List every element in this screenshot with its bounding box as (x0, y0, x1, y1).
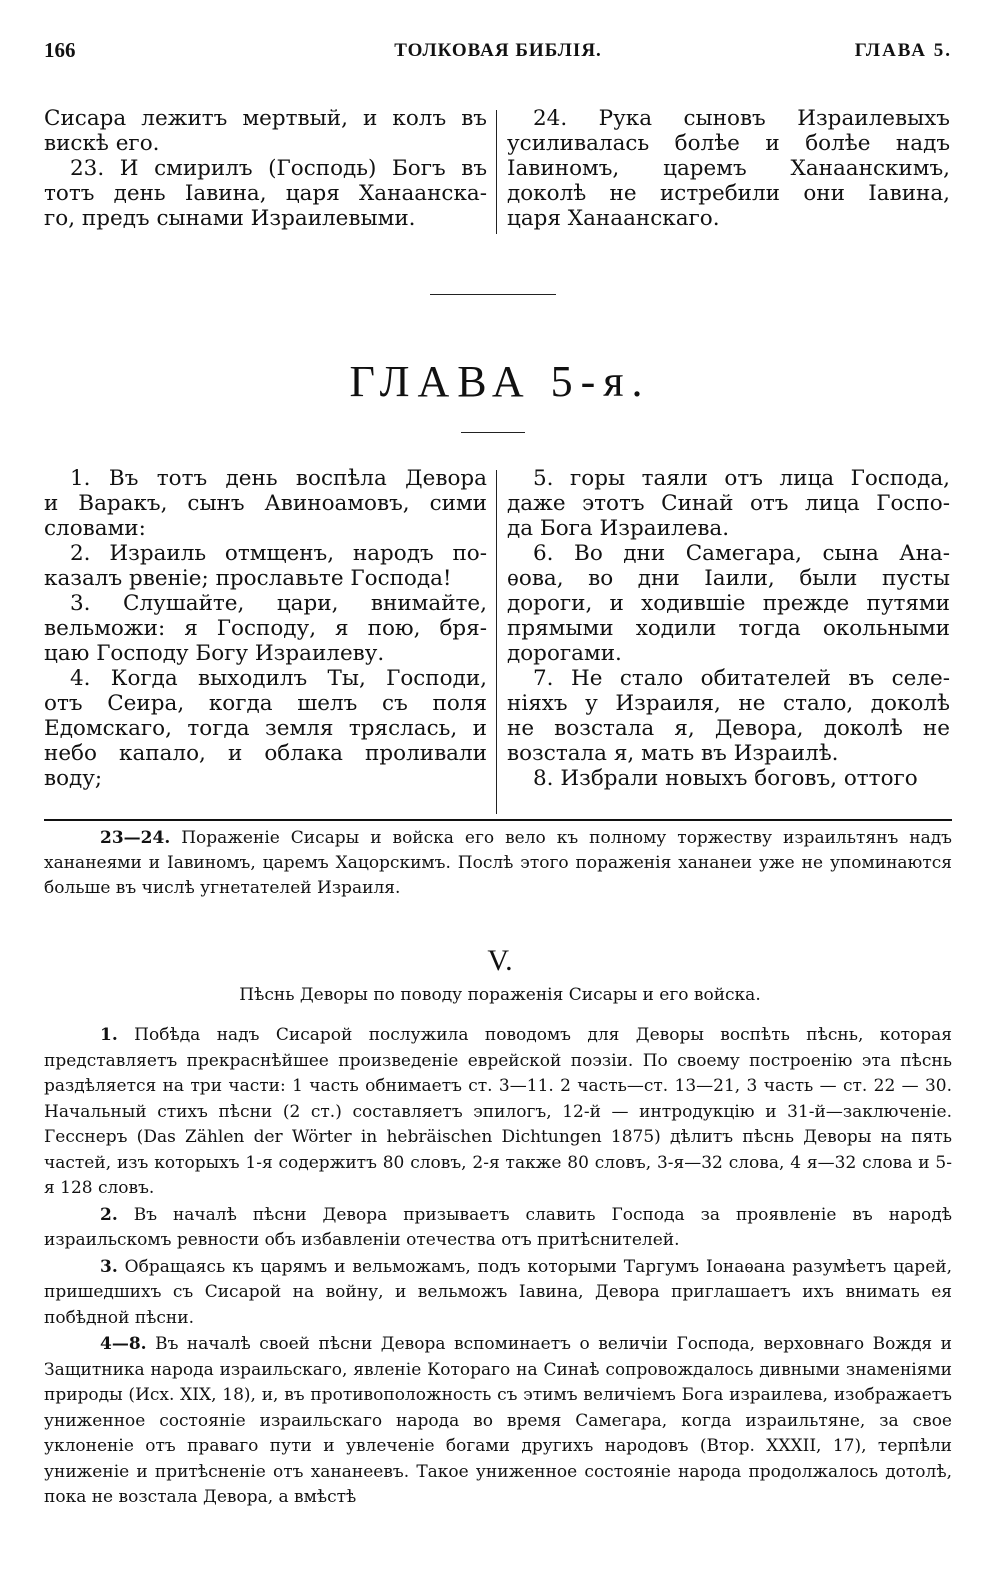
text-line: и Варакъ, сынъ Авиноамовъ, сими (44, 491, 487, 516)
text-line: 1. Въ тотъ день воспѣла Девора (70, 466, 487, 491)
text-line: 24. Рука сыновъ Израилевыхъ (533, 106, 950, 131)
text-line: словами: (44, 516, 146, 541)
verse (507, 466, 950, 541)
text-line: 2. Израиль отмщенъ, народъ по- (70, 541, 487, 566)
top-left-column (44, 106, 487, 231)
text-line: воду; (44, 766, 103, 791)
text-line: усиливалась болѣе и болѣе надъ (507, 131, 950, 156)
text-line: 23. И смирилъ (Господь) Богъ въ (70, 156, 487, 181)
chapter-reference: ГЛАВА 5. (854, 40, 952, 61)
footnote-rule (44, 819, 952, 821)
verse (44, 591, 487, 666)
text-line: 3. Слушайте, цари, внимайте, (70, 591, 487, 616)
top-text-columns (44, 106, 952, 236)
column-divider (496, 110, 497, 234)
text-line: цаю Господу Богу Израилеву. (44, 641, 385, 666)
verses-right-column (507, 466, 950, 791)
running-title: ТОЛКОВАЯ БИБЛІЯ. (394, 40, 602, 61)
commentary-note (44, 826, 952, 901)
verse (44, 541, 487, 591)
section-subtitle: Пѣснь Деворы по поводу пораженія Сисары и его войска. (239, 985, 761, 1005)
text-line: 5. горы таяли отъ лица Господа, (533, 466, 950, 491)
text-line: казалъ рвеніе; прославьте Господа! (44, 566, 452, 591)
text-line: да Бога Израилева. (507, 516, 730, 541)
text-line: дороги, и ходившіе прежде путями (507, 591, 950, 616)
text-line: Іавиномъ, царемъ Ханаанскимъ, (507, 156, 950, 181)
verse-reference: 1. (100, 1025, 118, 1045)
text-line: 6. Во дни Самегара, сына Ана- (533, 541, 950, 566)
section-numeral: V. (487, 944, 513, 977)
verse-columns (44, 466, 952, 816)
text-line: дорогами. (507, 641, 622, 666)
commentary-text: Въ началѣ своей пѣсни Девора вспоминаетъ о величіи Господа, верховнаго Вождя и Защитника народа израильскаго, явленіе Котораго на Синаѣ сопровождалось дивными знаменіями природы (Исх. XIX, 18), и, въ противоположность съ этимъ величіемъ Бога израилева, изображаетъ униженное состояніе израильскаго народа во время Самегара, когда израильтяне, за свое уклоненіе отъ праваго пути и увлеченіе богами другихъ народовъ (Втор. XXXII, 17), терпѣли униженіе и притѣсненіе отъ хананеевъ. Такое униженное состояніе народа продолжалось дотолѣ, пока не возстала Девора, а вмѣстѣ (44, 1334, 952, 1507)
commentary-text: Побѣда надъ Сисарой послужила поводомъ для Деворы воспѣть пѣснь, которая представляетъ прекраснѣйшее произведеніе еврейской поэзіи. По своему построенію эта пѣснь раздѣляется на три части: 1 часть обнимаетъ ст. 3—11. 2 часть—ст. 13—21, 3 часть — ст. 22 — 30. Начальный стихъ пѣсни (2 ст.) составляетъ эпилогъ, 12-й — интродукцію и 31-й—заключеніе. Гесснеръ (Das Zählen der Wörter in hebräischen Dichtungen 1875) дѣлитъ пѣснь Деворы на пять частей, изъ которыхъ 1-я содержитъ 80 словъ, 2-я также 80 словъ, 3-я—32 слова, 4 я—32 слова и 5-я 128 словъ. (44, 1025, 952, 1198)
text-line: не возстала я, Девора, доколѣ не (507, 716, 950, 741)
commentary-paragraph (44, 1203, 952, 1254)
text-line: вискѣ его. (44, 131, 160, 156)
text-line: небо капало, и облака проливали (44, 741, 487, 766)
text-line: доколѣ не истребили они Іавина, (507, 181, 950, 206)
verse-reference: 2. (100, 1204, 118, 1225)
page-number: 166 (44, 38, 76, 62)
text-line: тотъ день Іавина, царя Ханаанска- (44, 181, 487, 206)
verses-left-column (44, 466, 487, 791)
text-line: прямыми ходили тогда окольными (507, 616, 950, 641)
note-reference: 23—24. (100, 828, 171, 848)
text-line: 4. Когда выходилъ Ты, Господи, (70, 666, 487, 691)
verse (507, 766, 950, 791)
running-header (44, 38, 952, 68)
text-line: го, предъ сынами Израилевыми. (44, 206, 416, 231)
separator-rule (461, 432, 525, 433)
chapter-title: ГЛАВА 5-я. (349, 357, 651, 406)
note-text: Пораженіе Сисары и войска его вело къ полному торжеству израильтянъ надъ хананеями и Іавиномъ, царемъ Хацорскимъ. Послѣ этого пораженія хананеи уже не упоминаются больше въ числѣ угнетателей Израиля. (44, 828, 952, 898)
text-line: отъ Сеира, когда шелъ съ поля (44, 691, 487, 716)
verse (507, 666, 950, 766)
separator-rule (430, 294, 556, 295)
commentary-text: Обращаясь къ царямъ и вельможамъ, подъ которыми Таргумъ Іонаѳана разумѣетъ царей, пришедшихъ съ Сисарой на войну, и вельможъ Іавина, Девора приглашаетъ ихъ внимать ея побѣдной пѣсни. (44, 1256, 952, 1328)
text-line: 8. Избрали новыхъ боговъ, оттого (533, 766, 918, 791)
text-line: даже этотъ Синай отъ лица Госпо- (507, 491, 950, 516)
commentary-paragraph (44, 1255, 952, 1332)
verse (44, 666, 487, 791)
verse-reference: 3. (100, 1256, 118, 1277)
verse-reference: 4—8. (100, 1334, 147, 1354)
verse (507, 541, 950, 666)
text-line: ѳова, во дни Іаили, были пусты (507, 566, 950, 591)
commentary-body (44, 1023, 952, 1512)
commentary-paragraph (44, 1332, 952, 1511)
text-line: вельможи: я Господу, я пою, бря- (44, 616, 487, 641)
text-line: возстала я, мать въ Израилѣ. (507, 741, 839, 766)
commentary-paragraph (44, 1023, 952, 1202)
text-line: 7. Не стало обитателей въ селе- (533, 666, 950, 691)
column-divider (496, 470, 497, 814)
text-line: царя Ханаанскаго. (507, 206, 720, 231)
commentary-text: Въ началѣ пѣсни Девора призываетъ славить Господа за проявленіе въ народѣ израильскомъ ревности объ избавленіи отечества отъ притѣснителей. (44, 1204, 952, 1250)
text-line: Едомскаго, тогда земля тряслась, и (44, 716, 487, 741)
text-line: Сисара лежитъ мертвый, и колъ въ (44, 106, 487, 131)
text-line: ніяхъ у Израиля, не стало, доколѣ (507, 691, 950, 716)
top-right-column (507, 106, 950, 231)
verse (44, 466, 487, 541)
